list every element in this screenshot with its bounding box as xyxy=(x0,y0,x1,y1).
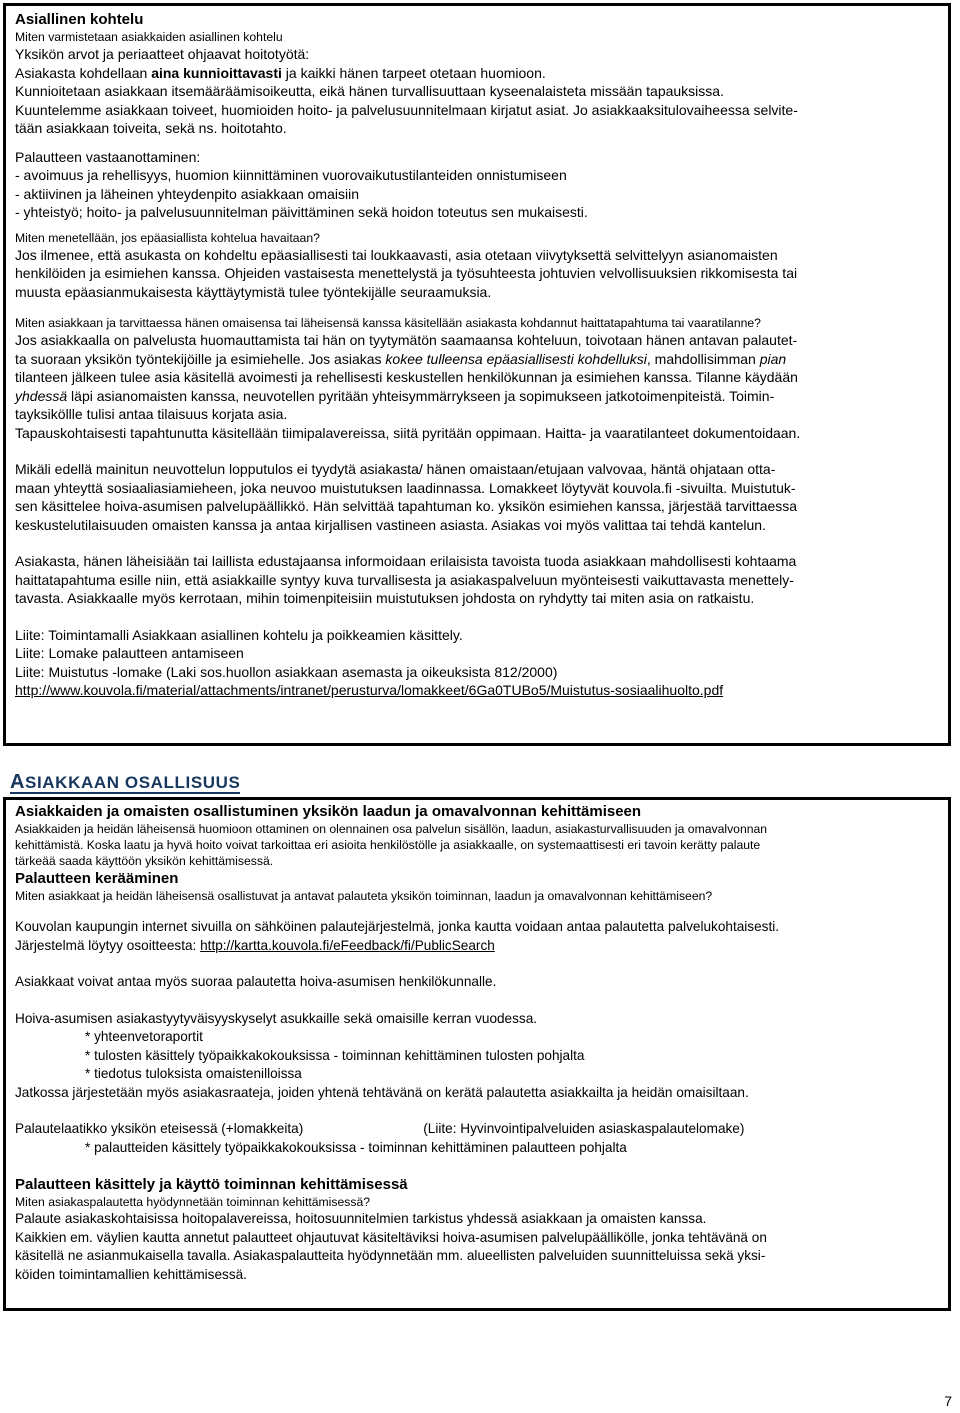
question: Miten asiakaspalautetta hyödynnetään toiminnan kehittämisessä? xyxy=(15,1195,371,1209)
appropriate-treatment-box xyxy=(3,3,951,746)
feedback-title: Palautteen vastaanottaminen: xyxy=(15,148,201,165)
page-number: 7 xyxy=(944,1393,952,1409)
attachment-line: Liite: Lomake palautteen antamiseen xyxy=(15,645,244,661)
bold-text: aina kunnioittavasti xyxy=(151,64,282,81)
question: Miten asiakkaat ja heidän läheisensä osallistuvat ja antavat palauteta yksikön toiminnan, laadun ja omavalvonnan kehittämiseen? xyxy=(15,889,713,903)
text-run: ja kaikki hänen tarpeet otetaan huomioon. xyxy=(281,64,546,81)
attachment-ref: (Liite: Hyvinvointipalveluiden asiaskaspalautelomake) xyxy=(423,1121,745,1136)
client-participation-box xyxy=(3,797,951,1311)
paragraph-line: köiden toimintamallien kehittämisessä. xyxy=(15,1266,247,1282)
paragraph-line: Kunnioitetaan asiakkaan itsemääräämisoikeutta, eikä hänen turvallisuuttaan kyseenalaisteta missään tapauksissa. xyxy=(15,83,724,99)
text-run: läpi asianomaisten kanssa, neuvotellen pyritään yhteisymmärrykseen ja sopimukseen jatkotoimenpiteistä. Toimin- xyxy=(67,387,775,404)
paragraph-line xyxy=(15,387,940,406)
paragraph-line: tilanteen jälkeen tulee asia käsitellä avoimesti ja rehellisesti keskustellen henkilökunnan ja esimiehen kanssa. Tilanne käydään xyxy=(15,369,798,385)
paragraph-line: tärkeää saada käyttöön yksikön kehittämisessä. xyxy=(15,854,274,868)
paragraph-line: sen käsittelee hoiva-asumisen palvelupäällikkö. Hän selvittää tapahtuman ko. yksikön esimiehen kanssa, järjestää tarvittaessa xyxy=(15,498,798,514)
attachment-line: Liite: Toimintamalli Asiakkaan asiallinen kohtelu ja poikkeamien käsittely. xyxy=(15,626,463,643)
text-run: Palautelaatikko yksikön eteisessä (+lomakkeita) xyxy=(15,1121,304,1136)
question: Miten menetellään, jos epäasiallista kohtelua havaitaan? xyxy=(15,230,320,245)
text-run: , mahdollisimman xyxy=(646,350,760,367)
paragraph-line: tavasta. Asiakkaalle myös kerrotaan, mihin toimenpiteisiin muistutuksen johdosta on ryhdytty tai miten asia on ratkaistu. xyxy=(15,590,755,606)
text-run: ta suoraan yksikön työntekijöille ja esimiehelle. Jos asiakas xyxy=(15,350,386,367)
paragraph-line: käsitellä ne asianmukaisella tavalla. Asiakaspalautteita hyödynnetään mm. alueellisten palveluiden suunnitteluissa sekä yksi- xyxy=(15,1248,766,1263)
paragraph-line: Yksikön arvot ja periaatteet ohjaavat hoitotyötä: xyxy=(15,46,310,62)
italic-text: kokee tulleensa epäasiallisesti kohdelluksi xyxy=(385,350,647,367)
paragraph-line: Kouvolan kaupungin internet sivuilla on sähköinen palautejärjestelmä, jonka kautta voidaan antaa palautetta palvelukohtaisesti. xyxy=(15,919,780,934)
list-item: * tiedotus tuloksista omaistenilloissa xyxy=(85,1066,302,1081)
paragraph-line: Jos asiakkaalla on palvelusta huomauttamista tai hän on tyytymätön saamaansa kohteluun, toivotaan hänen antavan palautet- xyxy=(15,332,798,348)
paragraph-line xyxy=(15,1120,940,1139)
paragraph-line: tayksiköllle tulisi antaa tilaisuus korjata asia. xyxy=(15,406,288,422)
paragraph-line: Mikäli edellä mainitun neuvottelun lopputulos ei tyydytä asiakasta/ hänen omaistaan/etujaan valvovaa, häntä ohjataan otta- xyxy=(15,461,776,477)
muistutus-form-link[interactable]: http://www.kouvola.fi/material/attachments/intranet/perusturva/lomakkeet/6Ga0TUBo5/Muistutus-sosiaalihuolto.pdf xyxy=(15,682,724,698)
paragraph-line xyxy=(15,350,940,369)
list-item: * palautteiden käsittely työpaikkakokouksissa - toiminnan kehittäminen palautteen pohjalta xyxy=(85,1139,627,1155)
section-title-initial: A xyxy=(10,771,26,793)
list-item: - avoimuus ja rehellisyys, huomion kiinnittäminen vuorovaikutustilanteiden onnistumiseen xyxy=(15,167,567,183)
paragraph-line: Asiakasta, hänen läheisiään tai laillista edustajaansa informoidaan erilaisista tavoista tuoda asiakkaan mahdollisesti kohtaama xyxy=(15,553,797,569)
paragraph-line: Kaikkien em. väylien kautta annetut palautteet ohjautuvat käsiteltäviksi hoiva-asumisen palvelupäällikölle, jonka tehtävänä on xyxy=(15,1229,767,1245)
question: Miten asiakkaan ja tarvittaessa hänen omaisensa tai läheisensä kanssa käsitellään asiakasta kohdannut haittatapahtuma tai vaaratilanne? xyxy=(15,316,761,330)
paragraph-line: tään asiakkaan toiveita, sekä ns. hoitotahto. xyxy=(15,120,287,136)
paragraph-line xyxy=(15,937,940,956)
section-title xyxy=(10,771,240,794)
paragraph-line: keskustelutilaisuuden omaisten kanssa ja antaa kirjallisen vastineen asiasta. Asiakas voi myös valittaa tai tehdä kantelun. xyxy=(15,516,766,533)
section-heading: Asiallinen kohtelu xyxy=(15,11,144,28)
attachment-line: Liite: Muistutus -lomake (Laki sos.huollon asiakkaan asemasta ja oikeuksista 812/2000) xyxy=(15,663,558,680)
paragraph-line xyxy=(15,64,940,83)
paragraph-line: Asiakkaat voivat antaa myös suoraa palautetta hoiva-asumisen henkilökunnalle. xyxy=(15,974,497,989)
section-heading: Palautteen kerääminen xyxy=(15,870,179,887)
list-item: * tulosten käsittely työpaikkakokouksissa - toiminnan kehittäminen tulosten pohjalta xyxy=(85,1047,585,1063)
text-run: Asiakasta kohdellaan xyxy=(15,64,152,81)
paragraph-line: haittatapahtuma esille niin, että asiakkaille syntyy kuva turvallisesta ja asiakaspalveluun myönteisesti vaikuttavasta menettely- xyxy=(15,571,794,588)
text-run: Järjestelmä löytyy osoitteesta: xyxy=(15,937,201,953)
list-item: - yhteistyö; hoito- ja palvelusuunnitelman päivittäminen sekä hoidon toteutus sen mukaisesti. xyxy=(15,204,588,220)
efeedback-link[interactable]: http://kartta.kouvola.fi/eFeedback/fi/PublicSearch xyxy=(200,937,495,953)
paragraph-line: maan yhteyttä sosiaaliasiamieheen, joka neuvoo muistutuksen laadinnassa. Lomakkeet löytyvät kouvola.fi -sivuilta. Muistutuk- xyxy=(15,479,796,496)
paragraph-line: Jatkossa järjestetään myös asiakasraateja, joiden yhtenä tehtävänä on kerätä palautetta asiakkailta ja heidän omaisiltaan. xyxy=(15,1084,749,1100)
list-item: - aktiivinen ja läheinen yhteydenpito asiakkaan omaisiin xyxy=(15,185,359,202)
list-item: * yhteenvetoraportit xyxy=(85,1029,203,1044)
paragraph-line: muusta epäasianmukaisesta käyttäytymistä tulee työntekijälle seuraamuksia. xyxy=(15,283,492,300)
paragraph-line: Jos ilmenee, että asukasta on kohdeltu epäasiallisesti tai loukkaavasti, asia otetaan viivytyksettä selvittelyyn asianomaisten xyxy=(15,246,778,263)
paragraph-line: Asiakkaiden ja heidän läheisensä huomioon ottaminen on olennainen osa palvelun sisällön, laadun, asiakasturvallisuuden ja omavalvonnan xyxy=(15,822,768,836)
paragraph-line: Kuuntelemme asiakkaan toiveet, huomioiden hoito- ja palvelusuunnitelmaan kirjatut asiat. Jo asiakkaaksitulovaiheessa selvite- xyxy=(15,101,798,118)
paragraph-line: kehittämistä. Koska laatu ja hyvä hoito voivat tarkoittaa eri asioita henkilöstölle ja asiakkaalle, on systemaattisesti eri tavoin kerätty palaute xyxy=(15,838,761,852)
paragraph-line: henkilöiden ja esimiehen kanssa. Ohjeiden vastaisesta menettelystä ja työsuhteesta johtuvien velvollisuuksien rikkomisesta tai xyxy=(15,265,798,281)
section-title-rest: SIAKKAAN OSALLISUUS xyxy=(25,773,241,792)
subheading: Miten varmistetaan asiakkaiden asiallinen kohtelu xyxy=(15,30,283,44)
italic-text: yhdessä xyxy=(15,387,68,404)
section-heading: Palautteen käsittely ja käyttö toiminnan kehittämisessä xyxy=(15,1176,408,1193)
italic-text: pian xyxy=(759,350,787,367)
paragraph-line: Palaute asiakaskohtaisissa hoitopalavereissa, hoitosuunnitelmien tarkistus yhdessä asiakkaan ja omaisten kanssa. xyxy=(15,1211,707,1226)
paragraph-line: Hoiva-asumisen asiakastyytyväisyyskyselyt asukkaille sekä omaisille kerran vuodessa. xyxy=(15,1010,538,1026)
link-line xyxy=(15,681,940,700)
paragraph-line: Tapauskohtaisesti tapahtunutta käsitellään tiimipalavereissa, siitä pyritään oppimaan. Haitta- ja vaaratilanteet dokumentoidaan. xyxy=(15,424,801,441)
section-heading: Asiakkaiden ja omaisten osallistuminen yksikön laadun ja omavalvonnan kehittämiseen xyxy=(15,803,642,820)
